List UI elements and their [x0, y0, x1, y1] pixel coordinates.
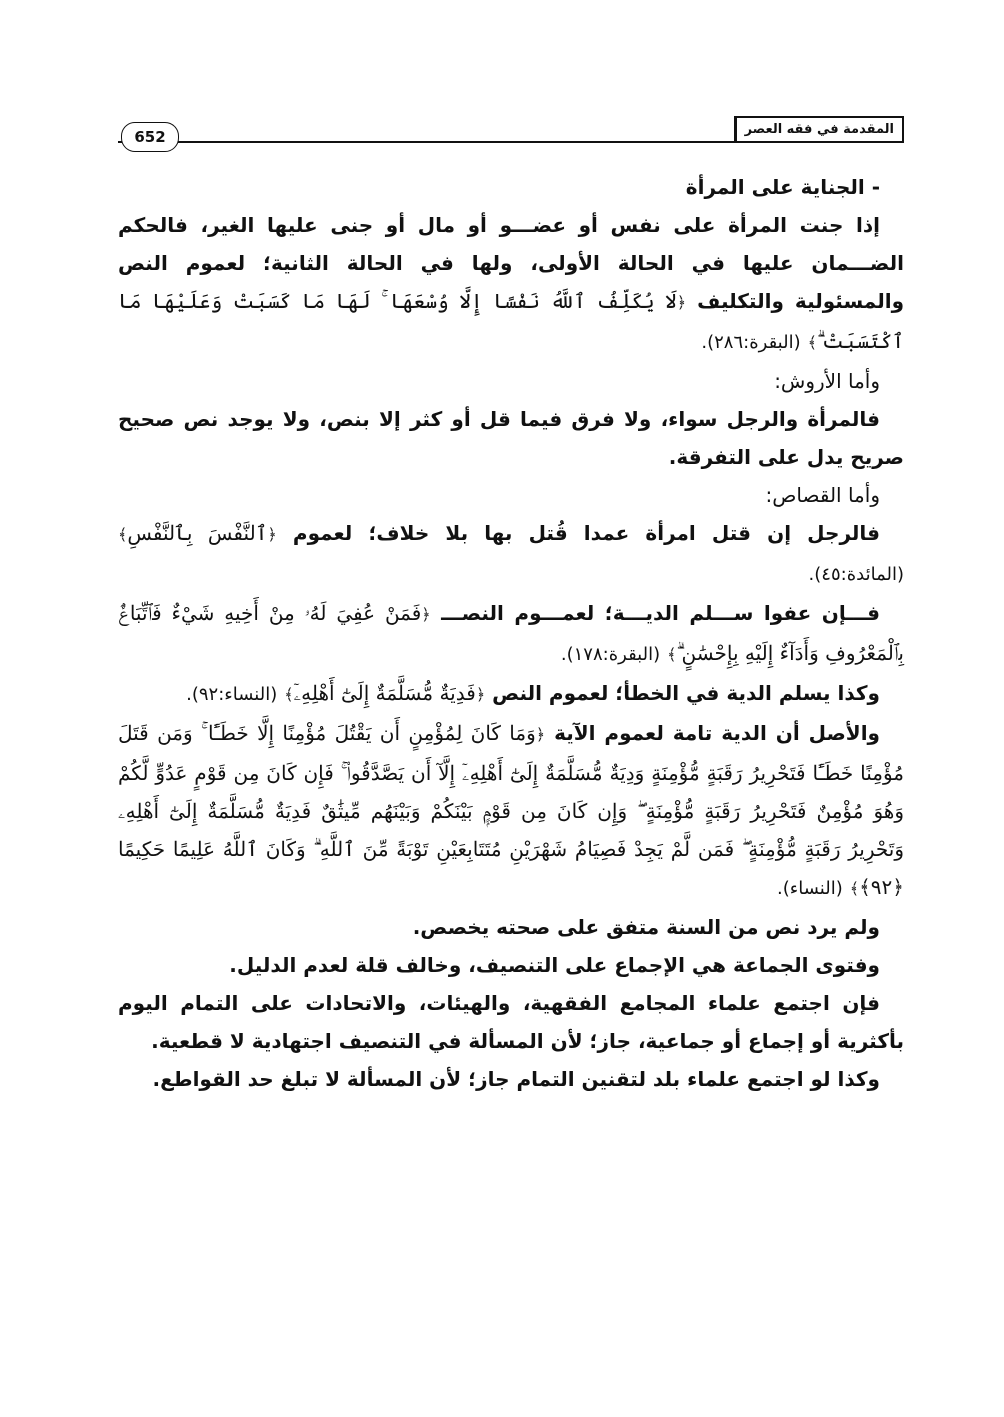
page-content [118, 168, 904, 1098]
paragraph-5 [118, 514, 904, 594]
verse-close-brace: ﴾ [118, 525, 128, 544]
verse-close-brace: ﴾ [667, 645, 677, 664]
verse-open-brace: ﴿ [535, 725, 546, 744]
quran-verse-5: وَمَا كَانَ لِمُؤْمِنٍ أَن يَقْتُلَ مُؤْمِنًا إِلَّا خَطَـًٔا ۚ وَمَن قَتَلَ مُؤْمِنًا خَطَـًٔا فَتَحْرِيرُ رَقَبَةٍ مُّؤْمِنَةٍ وَدِيَةٌ مُّسَلَّمَةٌ إِلَىٰٓ أَهْلِهِۦٓ إِلَّآ أَن يَصَّدَّقُوا۟ ۚ فَإِن كَانَ مِن قَوْمٍ عَدُوٍّ لَّكُمْ وَهُوَ مُؤْمِنٌ فَتَحْرِيرُ رَقَبَةٍ مُّؤْمِنَةٍ ۖ وَإِن كَانَ مِن قَوْمٍۭ بَيْنَكُمْ وَبَيْنَهُم مِّيثَٰقٌ فَدِيَةٌ مُّسَلَّمَةٌ إِلَىٰٓ أَهْلِهِۦ وَتَحْرِيرُ رَقَبَةٍ مُّؤْمِنَةٍ ۖ فَمَن لَّمْ يَجِدْ فَصِيَامُ شَهْرَيْنِ مُتَتَابِعَيْنِ تَوْبَةً مِّنَ ٱللَّهِ ۗ وَكَانَ ٱللَّهُ عَلِيمًا حَكِيمًا ﴿٩٢﴾ [118, 721, 904, 899]
verse-close-brace: ﴾ [284, 685, 294, 704]
verse-close-brace: ﴾ [807, 333, 817, 352]
paragraph-12: وكذا لو اجتمع علماء بلد لتقنين التمام جاز؛ لأن المسألة لا تبلغ حد القواطع. [152, 1067, 880, 1091]
verse-open-brace: ﴿ [676, 293, 687, 312]
paragraph-2: وأما الأروش: [774, 369, 880, 393]
quran-verse-3: فَمَنْ عُفِيَ لَهُۥ مِنْ أَخِيهِ شَيْءٌ فَٱتِّبَاعٌۢ بِٱلْمَعْرُوفِ وَأَدَآءٌ إِلَيْهِ بِإِحْسَٰنٍ ۗ [118, 601, 904, 665]
paragraph-5-text: فالرجل إن قتل امرأة عمدا قُتل بها بلا خلاف؛ لعموم [292, 521, 880, 545]
section-heading: - الجناية على المرأة [685, 175, 880, 199]
verse-open-brace: ﴿ [267, 525, 277, 544]
paragraph-7 [118, 674, 904, 714]
paragraph-6 [118, 594, 904, 674]
verse-close-brace: ﴾ [849, 879, 860, 898]
paragraph-8-text: والأصل أن الدية تامة لعموم الآية [554, 721, 880, 745]
paragraph-7-text: وكذا يسلم الدية في الخطأ؛ لعموم النص [492, 681, 880, 705]
paragraph-3: فالمرأة والرجل سواء، ولا فرق فيما قل أو كثر إلا بنص، ولا يوجد نص صحيح صريح يدل على التفرقة. [118, 407, 904, 469]
paragraph-6-text: فـــإن عفوا ســـلم الديـــة؛ لعمـــوم النصـــ [441, 601, 880, 625]
page-number: 652 [121, 122, 179, 152]
paragraph-10: وفتوى الجماعة هي الإجماع على التنصيف، وخالف قلة لعدم الدليل. [229, 953, 880, 977]
verse-open-brace: ﴿ [475, 685, 486, 704]
verse-reference-1: (البقرة:٢٨٦). [701, 332, 801, 353]
quran-verse-2: ٱلنَّفْسَ بِٱلنَّفْسِ [127, 521, 268, 545]
page-header [118, 115, 904, 155]
verse-reference-5: (النساء). [777, 878, 843, 899]
book-title: المقدمة في فقه العصر [734, 116, 904, 142]
paragraph-11: فإن اجتمع علماء المجامع الفقهية، والهيئات، والاتحادات على التمام اليوم بأكثرية أو إجماع أو جماعية، جاز؛ لأن المسألة في التنصيف اجتهادية لا قطعية. [118, 991, 904, 1053]
quran-verse-4: فَدِيَةٌ مُّسَلَّمَةٌ إِلَىٰٓ أَهْلِهِۦٓ [293, 681, 476, 705]
verse-open-brace: ﴿ [421, 605, 431, 624]
paragraph-1-text: إذا جنت المرأة على نفس أو عضـــو أو مال أو جنى عليها الغير، فالحكم الضـــمان عليها في الحالة الأولى، ولها في الحالة الثانية؛ لعموم النص والمسئولية والتكليف [118, 213, 904, 313]
paragraph-8 [118, 714, 904, 908]
verse-reference-4: (النساء:٩٢). [186, 684, 278, 705]
verse-reference-2: (المائدة:٤٥). [808, 564, 904, 585]
quran-verse-1: لَا يُكَلِّفُ ٱللَّهُ نَفْسًا إِلَّا وُسْعَهَا ۚ لَهَا مَا كَسَبَتْ وَعَلَيْهَا مَا ٱكْتَسَبَتْ ۗ [118, 289, 904, 353]
paragraph-1 [118, 206, 904, 362]
paragraph-9: ولم يرد نص من السنة متفق على صحته يخصص. [412, 915, 880, 939]
paragraph-4: وأما القصاص: [765, 483, 880, 507]
verse-reference-3: (البقرة:١٧٨). [560, 644, 661, 665]
